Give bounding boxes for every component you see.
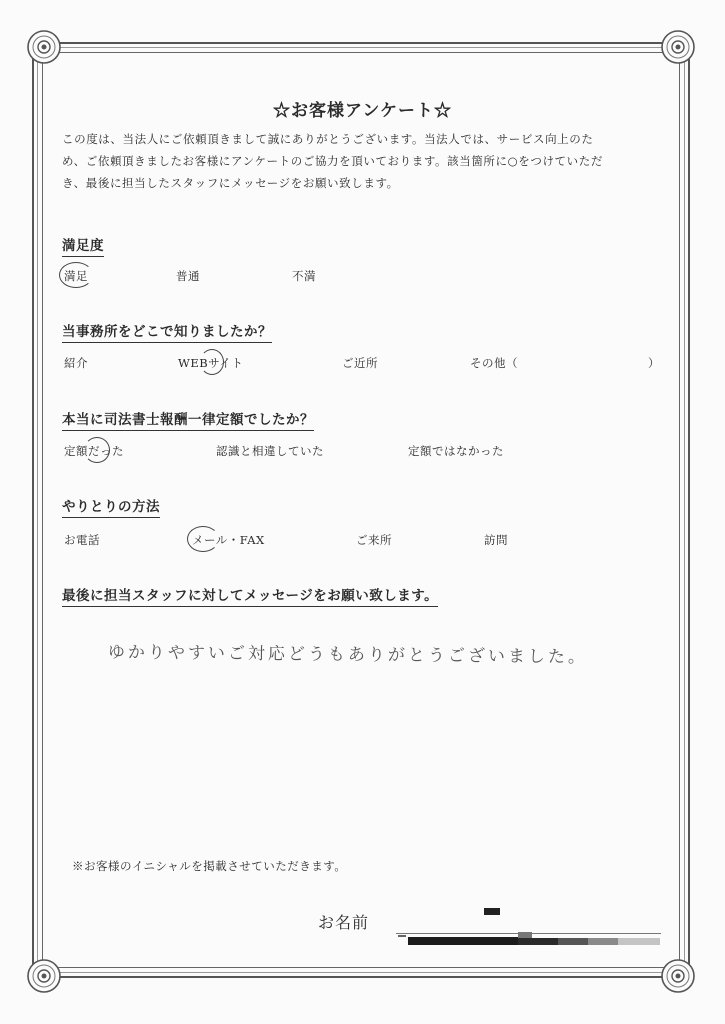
corner-ornament-icon (25, 28, 63, 66)
intro-line: き、最後に担当したスタッフにメッセージをお願い致します。 (62, 176, 399, 190)
fee-option-fixed[interactable]: 定額だった (64, 444, 124, 458)
source-option-other[interactable]: その他（ (470, 356, 518, 370)
satisfaction-heading: 満足度 (62, 234, 104, 257)
intro-line: め、ご依頼頂きましたお客様にアンケートのご協力を頂いております。該当箇所に○をつけていただ (62, 154, 603, 168)
corner-ornament-icon (659, 957, 697, 995)
redaction-block (484, 908, 500, 915)
source-option-website[interactable]: WEBサイト (178, 356, 244, 370)
redaction-block (588, 938, 618, 945)
contact-option-email-fax[interactable]: メール・FAX (192, 533, 265, 547)
intro-text (62, 128, 662, 194)
satisfaction-option-normal[interactable]: 普通 (176, 269, 200, 283)
source-option-neighborhood[interactable]: ご近所 (342, 356, 378, 370)
fee-option-different[interactable]: 認識と相違していた (216, 444, 324, 458)
page-title: ☆お客様アンケート☆ (273, 101, 452, 121)
satisfaction-option-dissatisfied[interactable]: 不満 (292, 269, 316, 283)
fee-option-not-fixed[interactable]: 定額ではなかった (408, 444, 504, 458)
redaction-block (558, 938, 588, 945)
source-option-referral[interactable]: 紹介 (64, 356, 88, 370)
redaction-block (398, 935, 406, 937)
source-option-other-close: ） (648, 356, 660, 370)
contact-option-phone[interactable]: お電話 (64, 533, 100, 547)
handwritten-message: ゆかりやすいご対応どうもありがとうございました。 (107, 642, 589, 668)
redaction-block (408, 937, 518, 945)
contact-option-home-visit[interactable]: 訪問 (484, 533, 508, 547)
contact-option-visit-office[interactable]: ご来所 (356, 533, 392, 547)
fee-heading: 本当に司法書士報酬一律定額でしたか？ (62, 408, 314, 431)
contact-heading: やりとりの方法 (62, 495, 160, 518)
redaction-block (618, 938, 660, 945)
satisfaction-option-satisfied[interactable]: 満足 (64, 269, 88, 283)
corner-ornament-icon (25, 957, 63, 995)
source-heading: 当事務所をどこで知りましたか？ (62, 320, 272, 343)
message-heading: 最後に担当スタッフに対してメッセージをお願い致します。 (62, 584, 438, 607)
redaction-block (518, 938, 558, 945)
intro-line: この度は、当法人にご依頼頂きまして誠にありがとうございます。当法人では、サービス向上のた (62, 132, 594, 146)
initials-note: ※お客様のイニシャルを掲載させていただきます。 (72, 859, 347, 873)
name-label: お名前 (318, 913, 370, 932)
corner-ornament-icon (659, 28, 697, 66)
